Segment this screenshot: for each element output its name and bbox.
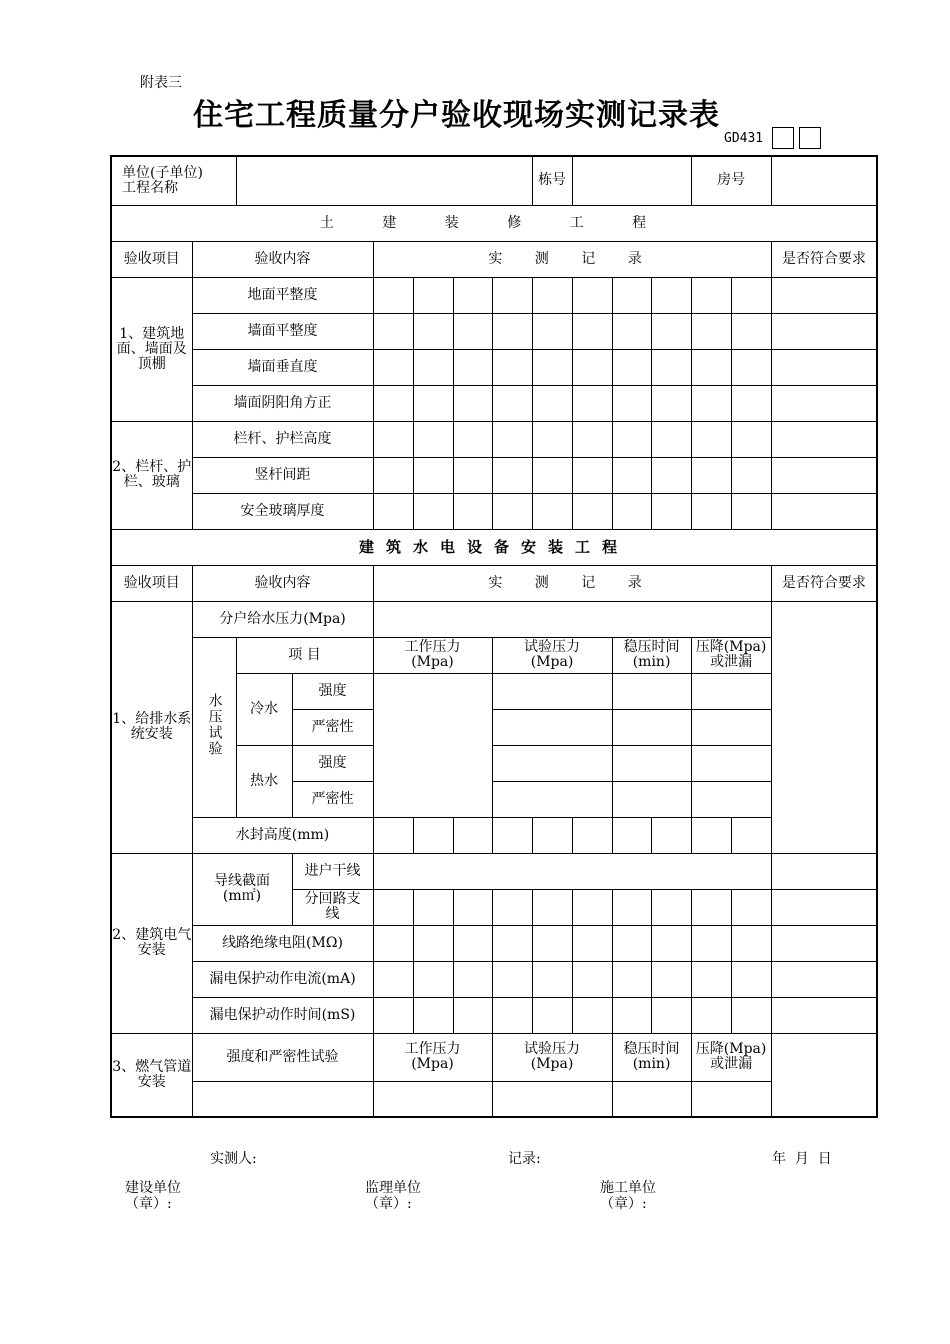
record-cell[interactable] — [492, 457, 532, 493]
record-cell[interactable] — [651, 493, 691, 529]
col-item-header: 验收项目 — [111, 241, 192, 277]
record-cell[interactable] — [492, 961, 532, 997]
mep-section-title: 建筑水电设备安装工程 — [111, 529, 877, 565]
code-box-1[interactable] — [772, 127, 794, 149]
record-cell[interactable] — [771, 493, 877, 529]
record-cell[interactable] — [731, 493, 771, 529]
record-cell[interactable] — [651, 889, 691, 925]
contractor-sign: 施工单位 （章）: — [600, 1180, 656, 1212]
civil-item: 地面平整度 — [192, 277, 373, 313]
main-line-label: 进户干线 — [292, 853, 373, 889]
record-cell[interactable] — [691, 745, 771, 781]
record-cell[interactable] — [691, 889, 731, 925]
record-cell[interactable] — [413, 925, 453, 961]
civil-section-title: 土 建 装 修 工 程 — [111, 205, 877, 241]
record-cell[interactable] — [771, 889, 877, 925]
record-cell[interactable] — [651, 925, 691, 961]
record-cell[interactable] — [612, 457, 651, 493]
record-cell[interactable] — [413, 997, 453, 1033]
record-cell[interactable] — [612, 961, 651, 997]
record-cell[interactable] — [691, 925, 731, 961]
civil-item: 墙面垂直度 — [192, 349, 373, 385]
building-no-field[interactable] — [572, 156, 691, 205]
record-cell[interactable] — [771, 277, 877, 313]
record-cell[interactable] — [453, 313, 492, 349]
hot-water-label: 热水 — [236, 745, 292, 817]
gas-test-label: 强度和严密性试验 — [192, 1033, 373, 1081]
tightness-label: 严密性 — [292, 781, 373, 817]
measurer-label: 实测人: — [210, 1151, 257, 1167]
record-cell[interactable] — [771, 349, 877, 385]
record-cell[interactable] — [771, 313, 877, 349]
record-cell[interactable] — [373, 385, 413, 421]
tightness-label: 严密性 — [292, 709, 373, 745]
record-cell[interactable] — [572, 889, 612, 925]
leak-current-label: 漏电保护动作电流(mA) — [192, 961, 373, 997]
plumbing-conform[interactable] — [771, 601, 877, 853]
record-cell[interactable] — [373, 313, 413, 349]
record-cell[interactable] — [572, 421, 612, 457]
recorder-label: 记录: — [508, 1151, 541, 1167]
record-cell[interactable] — [453, 817, 492, 853]
record-cell[interactable] — [413, 961, 453, 997]
record-cell[interactable] — [572, 277, 612, 313]
civil-item: 墙面平整度 — [192, 313, 373, 349]
record-cell[interactable] — [532, 997, 572, 1033]
record-cell[interactable] — [651, 349, 691, 385]
record-cell[interactable] — [612, 781, 691, 817]
record-cell[interactable] — [492, 997, 532, 1033]
record-cell[interactable] — [492, 781, 612, 817]
record-cell[interactable] — [651, 961, 691, 997]
record-cell[interactable] — [492, 709, 612, 745]
record-cell[interactable] — [453, 889, 492, 925]
owner-sign: 建设单位 （章）: — [125, 1180, 181, 1212]
record-cell[interactable] — [612, 673, 691, 709]
record-cell[interactable] — [373, 277, 413, 313]
record-cell[interactable] — [572, 457, 612, 493]
strength-label: 强度 — [292, 673, 373, 709]
record-cell[interactable] — [413, 277, 453, 313]
strength-label: 强度 — [292, 745, 373, 781]
record-cell[interactable] — [572, 385, 612, 421]
record-cell[interactable] — [691, 385, 731, 421]
civil-item: 竖杆间距 — [192, 457, 373, 493]
gas-pressure-drop-header: 压降(Mpa) 或泄漏 — [691, 1033, 771, 1081]
wire-section-label: 导线截面 (m㎡) — [192, 853, 292, 925]
record-cell[interactable] — [691, 493, 731, 529]
work-pressure-field[interactable] — [373, 673, 492, 817]
col-conform-header: 是否符合要求 — [771, 565, 877, 601]
record-cell[interactable] — [413, 493, 453, 529]
item-label: 项 目 — [236, 637, 373, 673]
record-cell[interactable] — [731, 421, 771, 457]
record-cell[interactable] — [691, 961, 731, 997]
record-cell[interactable] — [532, 961, 572, 997]
record-cell[interactable] — [572, 493, 612, 529]
gas-conform[interactable] — [771, 1033, 877, 1117]
civil-item: 墙面阴阳角方正 — [192, 385, 373, 421]
work-pressure-header: 工作压力 (Mpa) — [373, 637, 492, 673]
record-cell[interactable] — [731, 961, 771, 997]
record-cell[interactable] — [453, 385, 492, 421]
page-title: 住宅工程质量分户验收现场实测记录表 — [193, 98, 720, 133]
col-record-header: 实 测 记 录 — [373, 565, 771, 601]
record-cell[interactable] — [691, 673, 771, 709]
record-cell[interactable] — [731, 457, 771, 493]
unit-name-field[interactable] — [236, 156, 532, 205]
record-cell[interactable] — [771, 961, 877, 997]
record-cell[interactable] — [492, 349, 532, 385]
civil-group-1: 1、建筑地面、墙面及顶棚 — [111, 277, 192, 421]
record-cell[interactable] — [532, 421, 572, 457]
record-cell[interactable] — [612, 889, 651, 925]
record-cell[interactable] — [731, 889, 771, 925]
record-cell[interactable] — [453, 457, 492, 493]
date-label: 年 月 日 — [772, 1151, 832, 1167]
record-cell[interactable] — [453, 421, 492, 457]
record-cell[interactable] — [492, 673, 612, 709]
record-cell[interactable] — [413, 349, 453, 385]
record-cell[interactable] — [572, 313, 612, 349]
form-code: GD431 — [724, 131, 764, 146]
leak-time-label: 漏电保护动作时间(mS) — [192, 997, 373, 1033]
record-cell[interactable] — [572, 925, 612, 961]
record-cell[interactable] — [373, 457, 413, 493]
record-cell[interactable] — [453, 493, 492, 529]
record-cell[interactable] — [731, 385, 771, 421]
gas-hold-time-header: 稳压时间 (min) — [612, 1033, 691, 1081]
col-content-header: 验收内容 — [192, 565, 373, 601]
unit-name-label: 单位(子单位) 工程名称 — [111, 156, 236, 205]
record-cell[interactable] — [373, 1081, 492, 1117]
code-box-2[interactable] — [799, 127, 821, 149]
test-pressure-header: 试验压力 (Mpa) — [492, 637, 612, 673]
record-cell[interactable] — [612, 1081, 691, 1117]
record-cell[interactable] — [492, 493, 532, 529]
record-cell[interactable] — [532, 457, 572, 493]
record-cell[interactable] — [731, 313, 771, 349]
record-cell[interactable] — [413, 457, 453, 493]
record-cell[interactable] — [612, 817, 651, 853]
pressure-test-label: 水压试验 — [192, 637, 236, 817]
record-cell[interactable] — [413, 817, 453, 853]
record-cell[interactable] — [731, 925, 771, 961]
record-cell[interactable] — [532, 313, 572, 349]
record-cell[interactable] — [771, 925, 877, 961]
record-cell[interactable] — [731, 997, 771, 1033]
supply-pressure-field[interactable] — [373, 601, 771, 637]
record-cell[interactable] — [532, 385, 572, 421]
record-cell[interactable] — [532, 493, 572, 529]
col-conform-header: 是否符合要求 — [771, 241, 877, 277]
room-no-label: 房号 — [691, 156, 771, 205]
record-cell[interactable] — [492, 817, 532, 853]
record-cell[interactable] — [651, 313, 691, 349]
cold-water-label: 冷水 — [236, 673, 292, 745]
plumbing-group: 1、给排水系统安装 — [111, 601, 192, 853]
gas-test-field[interactable] — [192, 1081, 373, 1117]
record-cell[interactable] — [612, 349, 651, 385]
record-cell[interactable] — [651, 421, 691, 457]
col-record-header: 实 测 记 录 — [373, 241, 771, 277]
record-cell[interactable] — [492, 1081, 612, 1117]
record-cell[interactable] — [691, 421, 731, 457]
record-cell[interactable] — [651, 817, 691, 853]
inspection-table — [110, 155, 878, 1118]
record-cell[interactable] — [373, 493, 413, 529]
record-cell[interactable] — [572, 961, 612, 997]
record-cell[interactable] — [691, 997, 731, 1033]
hold-time-header: 稳压时间 (min) — [612, 637, 691, 673]
record-cell[interactable] — [492, 385, 532, 421]
record-cell[interactable] — [612, 385, 651, 421]
record-cell[interactable] — [612, 493, 651, 529]
record-cell[interactable] — [691, 457, 731, 493]
record-cell[interactable] — [691, 817, 731, 853]
col-item-header: 验收项目 — [111, 565, 192, 601]
record-cell[interactable] — [612, 313, 651, 349]
record-cell[interactable] — [691, 1081, 771, 1117]
record-cell[interactable] — [771, 457, 877, 493]
record-cell[interactable] — [373, 889, 413, 925]
record-cell[interactable] — [492, 277, 532, 313]
record-cell[interactable] — [532, 349, 572, 385]
record-cell[interactable] — [413, 385, 453, 421]
record-cell[interactable] — [691, 277, 731, 313]
record-cell[interactable] — [771, 997, 877, 1033]
record-cell[interactable] — [532, 925, 572, 961]
record-cell[interactable] — [612, 277, 651, 313]
gas-test-pressure-header: 试验压力 (Mpa) — [492, 1033, 612, 1081]
record-cell[interactable] — [612, 709, 691, 745]
record-cell[interactable] — [731, 817, 771, 853]
record-cell[interactable] — [771, 421, 877, 457]
record-cell[interactable] — [373, 421, 413, 457]
room-no-field[interactable] — [771, 156, 877, 205]
record-cell[interactable] — [651, 457, 691, 493]
record-cell[interactable] — [651, 385, 691, 421]
record-cell[interactable] — [691, 781, 771, 817]
record-cell[interactable] — [771, 385, 877, 421]
civil-item: 安全玻璃厚度 — [192, 493, 373, 529]
record-cell[interactable] — [731, 349, 771, 385]
main-line-field[interactable] — [373, 853, 771, 889]
gas-group: 3、燃气管道安装 — [111, 1033, 192, 1117]
record-cell[interactable] — [373, 997, 413, 1033]
branch-line-label: 分回路支 线 — [292, 889, 373, 925]
record-cell[interactable] — [572, 349, 612, 385]
record-cell[interactable] — [453, 925, 492, 961]
record-cell[interactable] — [413, 421, 453, 457]
record-cell[interactable] — [492, 313, 532, 349]
record-cell[interactable] — [373, 817, 413, 853]
record-cell[interactable] — [771, 853, 877, 889]
record-cell[interactable] — [413, 889, 453, 925]
record-cell[interactable] — [612, 997, 651, 1033]
record-cell[interactable] — [453, 277, 492, 313]
col-content-header: 验收内容 — [192, 241, 373, 277]
gas-work-pressure-header: 工作压力 (Mpa) — [373, 1033, 492, 1081]
record-cell[interactable] — [572, 817, 612, 853]
record-cell[interactable] — [373, 925, 413, 961]
building-no-label: 栋号 — [532, 156, 572, 205]
civil-group-2: 2、栏杆、护栏、玻璃 — [111, 421, 192, 529]
civil-item: 栏杆、护栏高度 — [192, 421, 373, 457]
record-cell[interactable] — [691, 313, 731, 349]
record-cell[interactable] — [612, 421, 651, 457]
record-cell[interactable] — [453, 961, 492, 997]
record-cell[interactable] — [492, 925, 532, 961]
record-cell[interactable] — [532, 277, 572, 313]
trap-height-label: 水封高度(mm) — [192, 817, 373, 853]
record-cell[interactable] — [731, 277, 771, 313]
record-cell[interactable] — [572, 997, 612, 1033]
supervisor-sign: 监理单位 （章）: — [365, 1180, 421, 1212]
record-cell[interactable] — [492, 889, 532, 925]
pressure-drop-header: 压降(Mpa) 或泄漏 — [691, 637, 771, 673]
record-cell[interactable] — [492, 421, 532, 457]
record-cell[interactable] — [651, 277, 691, 313]
record-cell[interactable] — [532, 817, 572, 853]
record-cell[interactable] — [651, 997, 691, 1033]
record-cell[interactable] — [532, 889, 572, 925]
record-cell[interactable] — [691, 349, 731, 385]
insulation-label: 线路绝缘电阻(MΩ) — [192, 925, 373, 961]
record-cell[interactable] — [413, 313, 453, 349]
electrical-group: 2、建筑电气安装 — [111, 853, 192, 1033]
record-cell[interactable] — [691, 709, 771, 745]
record-cell[interactable] — [492, 745, 612, 781]
supply-pressure-label: 分户给水压力(Mpa) — [192, 601, 373, 637]
record-cell[interactable] — [453, 349, 492, 385]
record-cell[interactable] — [453, 997, 492, 1033]
record-cell[interactable] — [373, 349, 413, 385]
record-cell[interactable] — [373, 961, 413, 997]
annex-label: 附表三 — [140, 75, 182, 91]
record-cell[interactable] — [612, 925, 651, 961]
record-cell[interactable] — [612, 745, 691, 781]
